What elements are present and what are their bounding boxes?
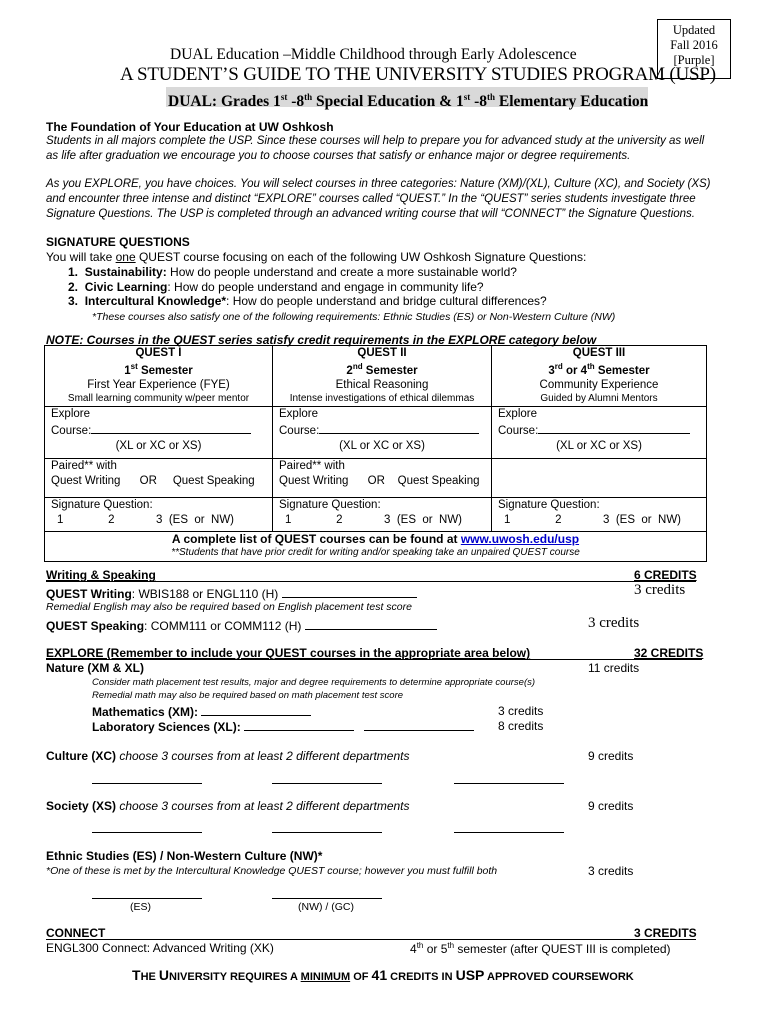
signature-intro [46,250,586,264]
ethnic-credits: 3 credits [588,864,634,878]
semester-text: Semester [137,364,193,377]
society-note: choose 3 courses from at least 2 different departments [116,799,410,813]
lab-blank-2[interactable] [364,719,474,731]
connect-credits: 3 CREDITS [634,926,697,940]
culture-line [46,749,409,763]
timing-text: or 5 [423,942,448,956]
signature-options: 1 2 3 (ES or NW) [285,513,463,526]
paired-options: Quest Writing OR Quest Speaking [51,474,255,487]
minimum-credits-statement [132,967,634,983]
quest-title: QUEST II [357,347,407,359]
footer-text: OF [350,971,372,983]
timing-text: 4 [410,942,417,956]
quest-header-cell [45,346,273,407]
explore-heading [46,646,530,660]
quest-description: Intense investigations of ethical dilemmas [289,392,475,404]
course-blank[interactable] [538,422,690,434]
item-label: Civic Learning [84,280,168,294]
society-heading: Society (XS) [46,799,117,813]
es-blank[interactable] [92,898,202,899]
quest-writing-credits: 3 credits [634,582,686,598]
course-blank[interactable] [319,422,479,434]
quest-note: NOTE: Courses in the QUEST series satisfy credit requirements in the EXPLORE category below [46,333,597,347]
footer-text: APPROVED COURSEWORK [484,971,634,983]
explore-course-cell [492,406,707,458]
semester-text: 1 [124,364,131,377]
quest-list-text: A complete list of QUEST courses can be found at [171,531,461,546]
course-label: Course: [498,424,539,437]
signature-cell [492,497,707,531]
footer-text: NIVERSITY REQUIRES A [169,971,301,983]
quest-description: Small learning community w/peer mentor [67,392,250,404]
signature-cell [45,497,273,531]
semester-sup: rd [554,362,563,371]
signature-options: 1 2 3 (ES or NW) [57,513,235,526]
quest-title: QUEST I [135,347,182,359]
quest-theme: Ethical Reasoning [335,378,429,391]
math-blank[interactable] [201,704,311,716]
lab-label: Laboratory Sciences (XL): [92,720,241,734]
semester-sup: nd [352,362,363,371]
math-credits: 3 credits [498,704,544,718]
signature-intro-text: QUEST course focusing on each of the following UW Oshkosh Signature Questions: [135,250,587,264]
section-rule [46,581,696,582]
lab-blank-1[interactable] [244,719,354,731]
paired-options: Quest Writing OR Quest Speaking [279,474,480,487]
timing-sup: th [416,941,424,950]
footer-text: CREDITS IN [387,971,456,983]
quest-title: QUEST III [572,347,626,359]
explore-heading-text: EXPLORE (Remember to include your QUEST courses in the appropriate area below) [46,646,531,660]
signature-row [45,497,707,531]
remedial-english-note: Remedial English may also be required based on English placement test score [46,601,412,613]
signature-item [68,265,517,279]
course-line [51,422,266,439]
quest-semester [498,360,700,378]
paired-label: Paired** with [51,459,117,472]
updated-color: [Purple] [673,53,715,67]
item-text: : How do people understand and engage in community life? [167,280,484,294]
paired-cell-empty [492,458,707,497]
quest-speaking-blank[interactable] [305,618,437,630]
culture-note: choose 3 courses from at least 2 different departments [116,749,410,763]
signature-cell [273,497,492,531]
item-label: Sustainability: [84,265,167,279]
quest-header-cell [273,346,492,407]
page-title: A STUDENT’S GUIDE TO THE UNIVERSITY STUDIES PROGRAM (USP) [120,64,716,85]
connect-heading: CONNECT [46,926,106,940]
explore-intro-text: and encounter three intense and distinct “EXPLORE” courses called “QUEST.” In the “QUEST” series students investigate three [46,193,696,205]
updated-term: Fall 2016 [670,38,718,52]
grades-banner [166,87,649,111]
timing-sup: th [447,941,455,950]
nature-credits: 11 credits [588,661,640,675]
grades-sup: st [463,92,471,102]
quest-description: Guided by Alumni Mentors [540,392,658,404]
section-rule [46,659,702,660]
quest-list-line [51,532,700,546]
nature-heading: Nature (XM & XL) [46,661,145,675]
item-label: Intercultural Knowledge* [84,294,227,308]
signature-heading: SIGNATURE QUESTIONS [46,235,190,249]
explore-intro-text: As you EXPLORE, you have choices. You will select courses in three categories: Nature (XM)/(XL), Culture (XC), and Society (XS) [46,178,711,190]
footer-text: HE [140,971,159,983]
grades-text: Elementary Education [495,93,649,111]
semester-sup: th [587,362,595,371]
quest-speaking-text: : COMM111 or COMM112 (H) [144,619,302,633]
connect-timing [410,941,671,956]
society-blank-1[interactable] [92,832,202,833]
explore-label: Explore [279,407,318,420]
item-text: How do people understand and create a more sustainable world? [166,265,517,279]
signature-label: Signature Question: [51,498,153,511]
semester-text: Semester [594,364,650,377]
explore-course-cell [273,406,492,458]
signature-note: *These courses also satisfy one of the following requirements: Ethnic Studies (ES) or Non-Western Culture (NW) [92,311,616,323]
signature-intro-emphasis: one [115,250,136,264]
signature-label: Signature Question: [279,498,381,511]
quest-header-cell [492,346,707,407]
course-label: Course: [51,424,92,437]
item-number: 3. [68,294,79,308]
grades-sup: st [280,92,288,102]
course-category: (XL or XC or XS) [556,439,642,452]
section-rule [46,939,696,940]
writing-heading: Writing & Speaking [46,568,156,582]
quest-footer-row [45,531,707,561]
paired-cell [273,458,492,497]
nw-blank[interactable] [272,898,382,899]
society-credits: 9 credits [588,799,634,813]
course-label: Course: [279,424,320,437]
item-number: 1. [68,265,79,279]
signature-options: 1 2 3 (ES or NW) [504,513,682,526]
explore-intro-text: Signature Questions. The USP is completed through an advanced writing course that will “CONNECT” the Signature Questions. [46,208,695,220]
quest-writing-blank[interactable] [282,586,417,598]
ethnic-heading: Ethnic Studies (ES) / Non-Western Culture (NW)* [46,849,323,863]
explore-credits: 32 CREDITS [634,646,704,660]
program-subtitle: DUAL Education –Middle Childhood through Early Adolescence [170,46,577,63]
nature-note: Remedial math may also be required based on math placement test score [92,690,404,701]
writing-credits: 6 CREDITS [634,568,697,582]
foundation-text: as life after graduation we encourage you to choose courses that satisfy or enhance major or degree requirements. [46,150,631,162]
nw-label: (NW) / (GC) [298,901,354,913]
course-line [279,422,485,439]
paired-cell [45,458,273,497]
quest-semester [51,360,266,378]
foundation-heading: The Foundation of Your Education at UW Oshkosh [46,120,334,134]
quest-speaking-line [46,618,437,633]
updated-label: Updated [672,23,716,37]
quest-footnote: **Students that have prior credit for writing and/or speaking take an unpaired QUEST course [171,546,580,558]
semester-text: or 4 [562,364,588,377]
signature-item [68,280,484,294]
footer-text: T [132,967,141,983]
course-blank[interactable] [91,422,251,434]
usp-link[interactable]: www.uwosh.edu/usp [460,531,580,546]
quest-speaking-credits: 3 credits [588,615,640,631]
quest-header-row [45,346,707,407]
timing-text: semester (after QUEST III is completed) [454,942,671,956]
culture-blank-3[interactable] [454,783,564,784]
culture-blank-2[interactable] [272,783,382,784]
society-line [46,799,410,813]
culture-blank-1[interactable] [92,783,202,784]
semester-text: 3 [548,364,555,377]
semester-sup: st [130,362,138,371]
item-text: : How do people understand and bridge cultural differences? [226,294,547,308]
grades-sup: th [304,92,313,102]
signature-label: Signature Question: [498,498,600,511]
quest-writing-text: : WBIS188 or ENGL110 (H) [131,587,279,601]
explore-course-row [45,406,707,458]
footer-text: U [158,967,170,983]
quest-theme: First Year Experience (FYE) [87,378,230,391]
grades-text: DUAL: Grades 1 [168,93,281,111]
foundation-text: Students in all majors complete the USP. Since these courses will help to prepare you for advanced study at the university as well [46,135,705,147]
footer-number: 41 [371,967,388,983]
signature-item [68,294,547,308]
quest-speaking-label: QUEST Speaking [46,619,145,633]
explore-course-cell [45,406,273,458]
quest-table [44,345,707,562]
grades-text: -8 [470,93,487,111]
math-label: Mathematics (XM): [92,705,199,719]
item-number: 2. [68,280,79,294]
grades-text: -8 [287,93,305,111]
course-line [498,422,700,439]
society-blank-2[interactable] [272,832,382,833]
footer-emphasis: MINIMUM [300,971,351,983]
quest-writing-label: QUEST Writing [46,587,132,601]
course-category: (XL or XC or XS) [339,439,425,452]
es-label: (ES) [130,901,151,913]
explore-label: Explore [51,407,90,420]
grades-sup: th [487,92,496,102]
quest-semester [279,360,485,378]
math-line [92,704,311,719]
paired-label: Paired** with [279,459,345,472]
culture-heading: Culture (XC) [46,749,116,763]
signature-intro-text: You will take [46,250,116,264]
quest-theme: Community Experience [539,378,659,391]
connect-course: ENGL300 Connect: Advanced Writing (XK) [46,941,274,955]
quest-footer-cell [45,531,707,561]
semester-text: 2 [346,364,353,377]
nature-note: Consider math placement test results, major and degree requirements to determine appropriate course(s) [92,677,536,688]
paired-row [45,458,707,497]
course-category: (XL or XC or XS) [115,439,202,452]
society-blank-3[interactable] [454,832,564,833]
culture-credits: 9 credits [588,749,634,763]
lab-line [92,719,474,734]
quest-writing-line [46,586,417,601]
semester-text: Semester [362,364,418,377]
ethnic-note: *One of these is met by the Intercultural Knowledge QUEST course; however you must fulfill both [46,865,498,877]
explore-label: Explore [498,407,537,420]
lab-credits: 8 credits [498,719,544,733]
footer-text: USP [455,967,485,983]
grades-text: Special Education & 1 [312,93,464,111]
